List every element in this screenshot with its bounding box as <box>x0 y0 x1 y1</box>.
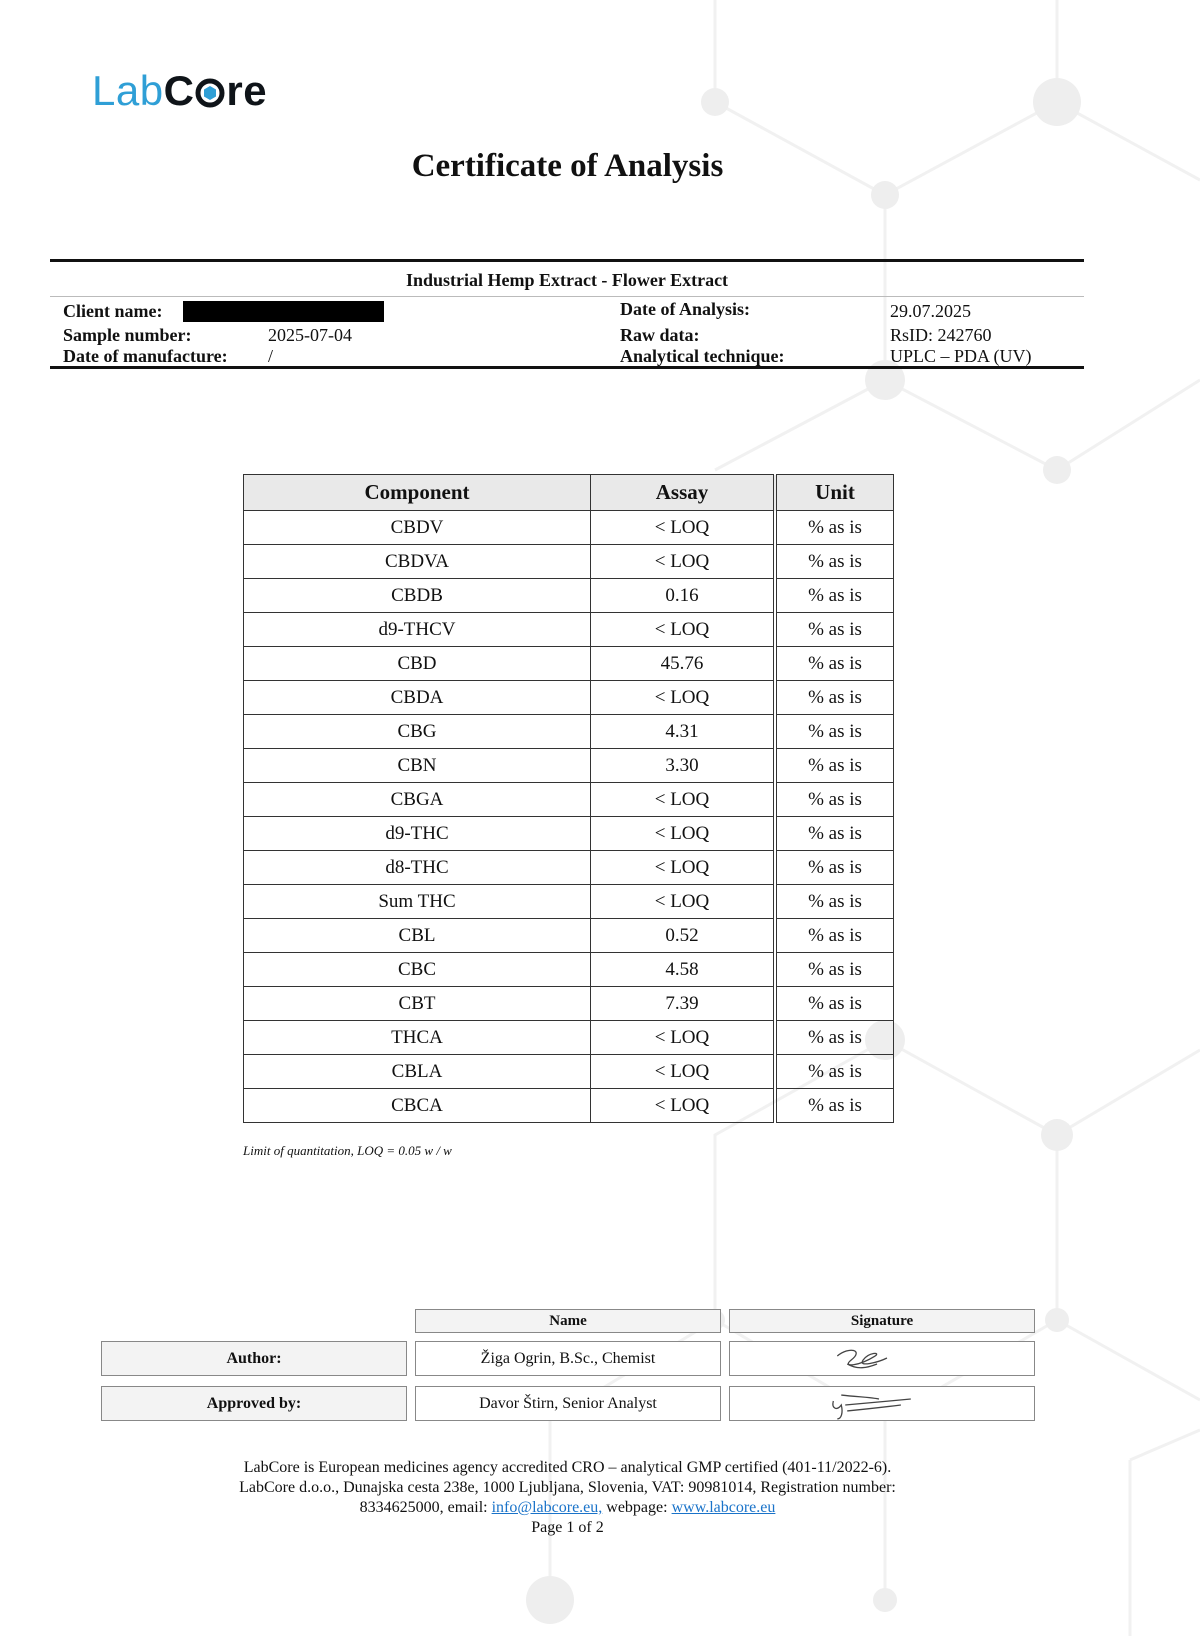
unit-cell: % as is <box>775 511 894 545</box>
date-analysis-value: 29.07.2025 <box>890 301 971 321</box>
approved-signature <box>729 1386 1035 1421</box>
component-cell: CBD <box>244 647 591 681</box>
component-cell: CBC <box>244 953 591 987</box>
sample-number-label: Sample number: <box>63 325 192 345</box>
results-header-row <box>244 475 894 511</box>
table-row <box>244 613 894 647</box>
unit-cell: % as is <box>775 885 894 919</box>
assay-cell: < LOQ <box>591 613 776 647</box>
labcore-logo <box>92 67 268 114</box>
results-table <box>243 474 894 1123</box>
assay-cell: 0.16 <box>591 579 776 613</box>
component-cell: CBL <box>244 919 591 953</box>
assay-cell: < LOQ <box>591 1021 776 1055</box>
assay-cell: < LOQ <box>591 783 776 817</box>
footer <box>0 1458 1135 1538</box>
sig-header-signature: Signature <box>729 1309 1035 1333</box>
author-signature-scribble <box>730 1342 1034 1375</box>
author-label: Author: <box>101 1341 407 1376</box>
table-row <box>244 1021 894 1055</box>
assay-cell: 7.39 <box>591 987 776 1021</box>
assay-cell: < LOQ <box>591 511 776 545</box>
approved-label: Approved by: <box>101 1386 407 1421</box>
logo-text-c: C <box>163 67 195 114</box>
assay-cell: < LOQ <box>591 681 776 715</box>
logo-text-lab: Lab <box>92 67 164 114</box>
table-row <box>244 783 894 817</box>
unit-cell: % as is <box>775 1089 894 1123</box>
assay-cell: 45.76 <box>591 647 776 681</box>
table-row <box>244 681 894 715</box>
product-name: Industrial Hemp Extract - Flower Extract <box>405 270 729 290</box>
assay-cell: < LOQ <box>591 1055 776 1089</box>
table-row <box>244 851 894 885</box>
date-manufacture-label: Date of manufacture: <box>63 346 228 366</box>
footer-webpage-label: webpage: <box>602 1499 672 1516</box>
technique-label: Analytical technique: <box>620 346 785 366</box>
logo-text-re: re <box>226 67 268 114</box>
assay-cell: 4.31 <box>591 715 776 749</box>
assay-cell: < LOQ <box>591 817 776 851</box>
component-cell: THCA <box>244 1021 591 1055</box>
component-cell: CBN <box>244 749 591 783</box>
unit-cell: % as is <box>775 817 894 851</box>
raw-data-value: RsID: 242760 <box>890 325 992 345</box>
unit-cell: % as is <box>775 1055 894 1089</box>
sig-header-name: Name <box>415 1309 721 1333</box>
component-cell: d9-THCV <box>244 613 591 647</box>
unit-cell: % as is <box>775 1021 894 1055</box>
component-cell: CBDB <box>244 579 591 613</box>
table-row <box>244 545 894 579</box>
unit-cell: % as is <box>775 987 894 1021</box>
unit-cell: % as is <box>775 579 894 613</box>
unit-cell: % as is <box>775 851 894 885</box>
table-row <box>244 953 894 987</box>
table-row <box>244 579 894 613</box>
table-row <box>244 987 894 1021</box>
component-cell: d9-THC <box>244 817 591 851</box>
unit-cell: % as is <box>775 783 894 817</box>
unit-cell: % as is <box>775 715 894 749</box>
email-link[interactable]: info@labcore.eu, <box>491 1499 603 1516</box>
assay-cell: < LOQ <box>591 545 776 579</box>
component-cell: d8-THC <box>244 851 591 885</box>
component-cell: CBT <box>244 987 591 1021</box>
assay-cell: < LOQ <box>591 885 776 919</box>
header-top-rule <box>50 259 1084 262</box>
unit-cell: % as is <box>775 545 894 579</box>
logo-hexagon-icon <box>195 73 225 103</box>
author-signature <box>729 1341 1035 1376</box>
footer-accreditation: LabCore is European medicines agency accredited CRO – analytical GMP certified (401-11/2022-6). <box>243 1459 892 1476</box>
footer-address: LabCore d.o.o., Dunajska cesta 238e, 1000 Ljubljana, Slovenia, VAT: 90981014, Registration number: <box>239 1479 896 1496</box>
raw-data-label: Raw data: <box>620 325 700 345</box>
assay-cell: 4.58 <box>591 953 776 987</box>
footer-registration: 8334625000, email: <box>359 1499 492 1516</box>
approved-signature-scribble <box>730 1387 1034 1420</box>
table-row <box>244 749 894 783</box>
column-header-unit: Unit <box>775 475 894 511</box>
header-bottom-rule <box>50 366 1084 369</box>
webpage-link[interactable]: www.labcore.eu <box>671 1499 776 1516</box>
footer-contact <box>0 1498 1135 1518</box>
unit-cell: % as is <box>775 919 894 953</box>
component-cell: CBCA <box>244 1089 591 1123</box>
loq-note: Limit of quantitation, LOQ = 0.05 w / w <box>243 1143 452 1158</box>
table-row <box>244 715 894 749</box>
table-row <box>244 885 894 919</box>
date-manufacture-value: / <box>268 346 274 366</box>
date-analysis-label: Date of Analysis: <box>620 299 750 319</box>
table-row <box>244 1055 894 1089</box>
component-cell: Sum THC <box>244 885 591 919</box>
page-number: Page 1 of 2 <box>531 1519 604 1536</box>
unit-cell: % as is <box>775 613 894 647</box>
client-name-label: Client name: <box>63 301 163 321</box>
table-row <box>244 817 894 851</box>
component-cell: CBDVA <box>244 545 591 579</box>
column-header-assay: Assay <box>591 475 776 511</box>
page-title: Certificate of Analysis <box>411 148 724 184</box>
unit-cell: % as is <box>775 749 894 783</box>
table-row <box>244 1089 894 1123</box>
author-name: Žiga Ogrin, B.Sc., Chemist <box>415 1341 721 1376</box>
assay-cell: < LOQ <box>591 851 776 885</box>
component-cell: CBG <box>244 715 591 749</box>
unit-cell: % as is <box>775 681 894 715</box>
component-cell: CBGA <box>244 783 591 817</box>
component-cell: CBDA <box>244 681 591 715</box>
component-cell: CBLA <box>244 1055 591 1089</box>
table-row <box>244 647 894 681</box>
unit-cell: % as is <box>775 953 894 987</box>
sample-number-value: 2025-07-04 <box>268 325 352 345</box>
assay-cell: < LOQ <box>591 1089 776 1123</box>
table-row <box>244 919 894 953</box>
technique-value: UPLC – PDA (UV) <box>890 346 1032 366</box>
assay-cell: 3.30 <box>591 749 776 783</box>
unit-cell: % as is <box>775 647 894 681</box>
component-cell: CBDV <box>244 511 591 545</box>
assay-cell: 0.52 <box>591 919 776 953</box>
client-name-redacted <box>183 301 384 322</box>
approved-name: Davor Štirn, Senior Analyst <box>415 1386 721 1421</box>
table-row <box>244 511 894 545</box>
results-body <box>244 511 894 1123</box>
column-header-component: Component <box>244 475 591 511</box>
header-mid-rule <box>50 296 1084 297</box>
